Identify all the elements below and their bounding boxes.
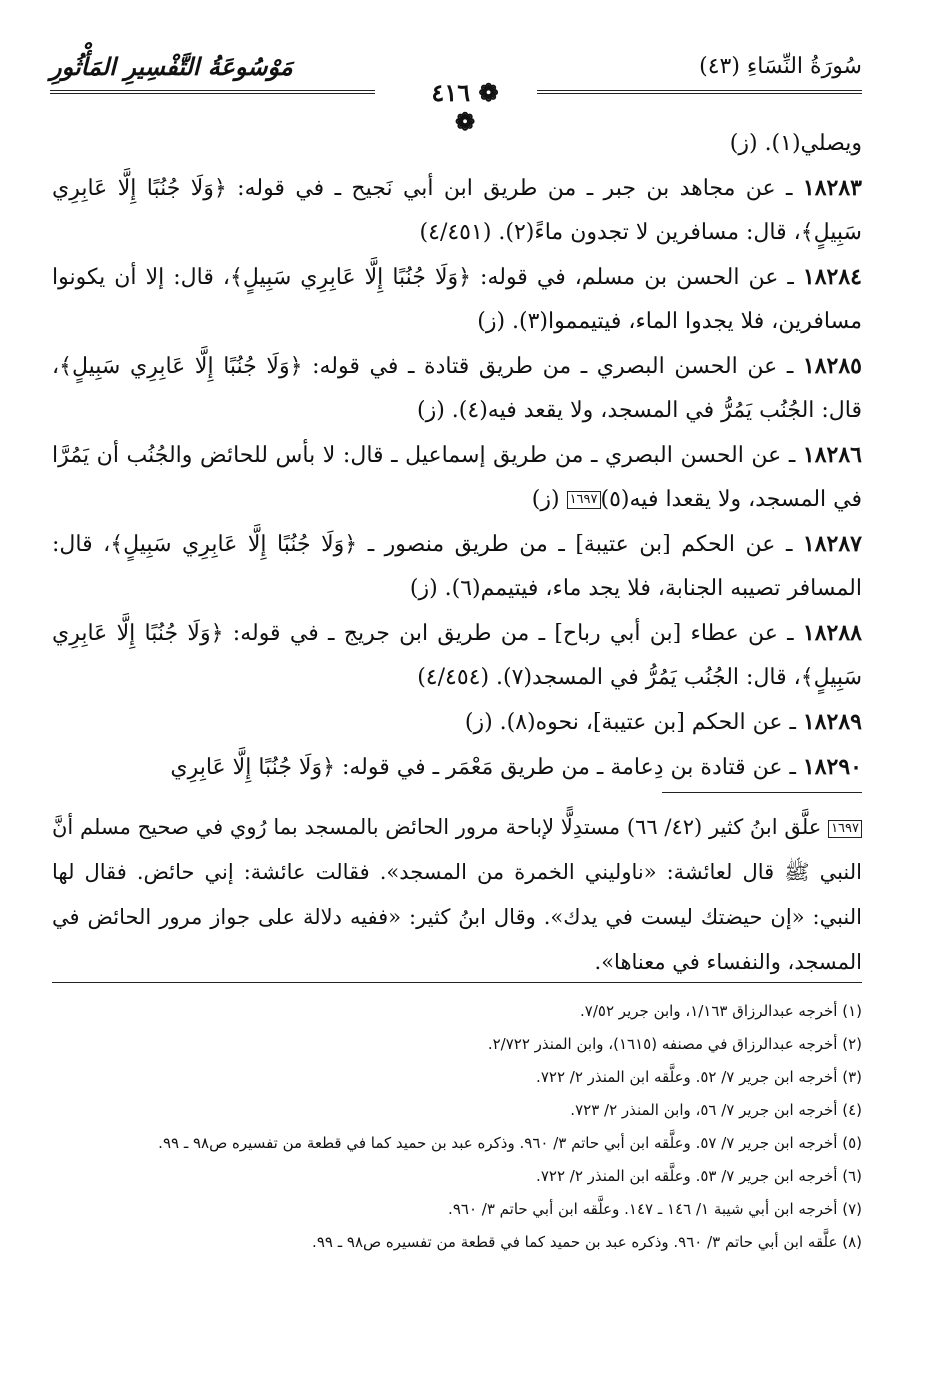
entry-number: ١٨٢٨٦ — [802, 442, 862, 468]
surah-title: سُورَةُ النِّسَاءِ (٤٣) — [699, 54, 862, 79]
entry-number: ١٨٢٨٧ — [802, 531, 862, 557]
entry-text: ـ عن الحسن البصري ـ من طريق إسماعيل ـ قال: لا بأس للحائض والجُنُب أن يَمُرَّا في المسجد، ولا يقعدا فيه(٥) — [52, 443, 862, 512]
footnote: (٧) أخرجه ابن أبي شيبة ١/ ١٤٦ ـ ١٤٧. وعلَّقه ابن أبي حاتم ٣/ ٩٦٠. — [448, 1200, 862, 1218]
entry — [52, 745, 862, 790]
book-title: مَوْسُوعَةُ التَّفْسِيرِ المَأْثُورِ — [50, 52, 293, 81]
entry — [52, 166, 862, 255]
main-text — [52, 122, 862, 790]
commentary-block — [52, 805, 862, 985]
entry-number: ١٨٢٨٩ — [802, 709, 862, 735]
entry-continuation: ويصلي(١). (ز) — [729, 131, 862, 156]
page-header — [50, 52, 862, 136]
entry-text: ـ عن مجاهد بن جبر ـ من طريق ابن أبي نَجيح ـ في قوله: ﴿وَلَا جُنُبًا إِلَّا عَابِرِي سَبِيلٍ﴾، قال: مسافرين لا تجدون ماءً(٢). (٤/٤٥١) — [52, 176, 862, 245]
entry-text: ـ عن عطاء [بن أبي رباح] ـ من طريق ابن جريج ـ في قوله: ﴿وَلَا جُنُبًا إِلَّا عَابِرِي سَبِيلٍ﴾، قال: الجُنُب يَمُرُّ في المسجد(٧). (٤/٤٥٤) — [52, 621, 862, 690]
header-rule-right — [537, 90, 862, 94]
entry-number: ١٨٢٨٥ — [802, 353, 862, 379]
commentary-number: ١٦٩٧ — [828, 820, 862, 838]
footnote: (٨) علَّقه ابن أبي حاتم ٣/ ٩٦٠. وذكره عبد بن حميد كما في قطعة من تفسيره ص٩٨ ـ ٩٩. — [312, 1233, 862, 1251]
footnote: (٤) أخرجه ابن جرير ٧/ ٥٦، وابن المنذر ٢/ ٧٢٣. — [570, 1101, 862, 1119]
entry-text: ـ عن الحسن بن مسلم، في قوله: ﴿وَلَا جُنُبًا إِلَّا عَابِرِي سَبِيلٍ﴾، قال: إلا أن يكونوا مسافرين، فلا يجدوا الماء، فيتيمموا(٣). (ز) — [52, 265, 862, 334]
commentary-text: علَّق ابنُ كثير (٤٢/ ٦٦) مستدِلًّا لإباحة مرور الحائض بالمسجد بما رُوي في صحيح مسلم أنَّ النبي ﷺ قال لعائشة: «ناوليني الخمرة من المسجد». فقالت عائشة: إني حائض. فقال لها النبي: «إن حيضتك ليست في يدك». وقال ابنُ كثير: «ففيه دلالة على جواز مرور الحائض في المسجد، والنفساء في معناها». — [52, 815, 862, 974]
entry-number: ١٨٢٩٠ — [802, 754, 862, 780]
footnote: (٥) أخرجه ابن جرير ٧/ ٥٧. وعلَّقه ابن أبي حاتم ٣/ ٩٦٠. وذكره عبد بن حميد كما في قطعة من تفسيره ص٩٨ ـ ٩٩. — [158, 1134, 862, 1152]
commentary-separator — [662, 792, 862, 793]
header-rule-left — [50, 90, 375, 94]
page-number: ❁ ٤١٦ ❁ — [431, 78, 499, 136]
entry: ١٨٢٨٦ ـ عن الحسن البصري ـ من طريق إسماعيل ـ قال: لا بأس للحائض والجُنُب أن يَمُرَّا في المسجد، ولا يقعدا فيه(٥)١٦٩٧ (ز) — [52, 442, 862, 512]
footnote: (٦) أخرجه ابن جرير ٧/ ٥٣. وعلَّقه ابن المنذر ٢/ ٧٢٢. — [536, 1167, 862, 1185]
entry — [52, 522, 862, 611]
entry-text: ـ عن قتادة بن دِعامة ـ من طريق مَعْمَر ـ في قوله: ﴿وَلَا جُنُبًا إِلَّا عَابِرِي — [170, 755, 803, 780]
entry-number: ١٨٢٨٤ — [802, 264, 862, 290]
entry-text: ـ عن الحكم [بن عتيبة]، نحوه(٨). (ز) — [464, 710, 803, 735]
footnotes — [52, 995, 862, 1259]
entry — [52, 611, 862, 700]
entry-number: ١٨٢٨٨ — [802, 620, 862, 646]
entry-text: ـ عن الحسن البصري ـ من طريق قتادة ـ في قوله: ﴿وَلَا جُنُبًا إِلَّا عَابِرِي سَبِيلٍ﴾، قال: الجُنُب يَمُرُّ في المسجد، ولا يقعد فيه(٤). (ز) — [52, 354, 862, 423]
entry-number: ١٨٢٨٣ — [802, 175, 862, 201]
footnote-separator — [52, 982, 862, 983]
entry — [52, 344, 862, 433]
entry — [52, 255, 862, 344]
footnote: (١) أخرجه عبدالرزاق ١/١٦٣، وابن جرير ٧/٥٢. — [580, 1002, 862, 1020]
entry — [52, 700, 862, 745]
commentary-reference[interactable]: ١٦٩٧ — [567, 491, 601, 509]
footnote: (٢) أخرجه عبدالرزاق في مصنفه (١٦١٥)، وابن المنذر ٢/٧٢٢. — [487, 1035, 862, 1053]
entry-text: ـ عن الحكم [بن عتيبة] ـ من طريق منصور ـ ﴿وَلَا جُنُبًا إِلَّا عَابِرِي سَبِيلٍ﴾، قال: المسافر تصيبه الجنابة، فلا يجد ماء، فيتيمم(٦). (ز) — [52, 532, 862, 601]
footnote: (٣) أخرجه ابن جرير ٧/ ٥٢. وعلَّقه ابن المنذر ٢/ ٧٢٢. — [536, 1068, 862, 1086]
